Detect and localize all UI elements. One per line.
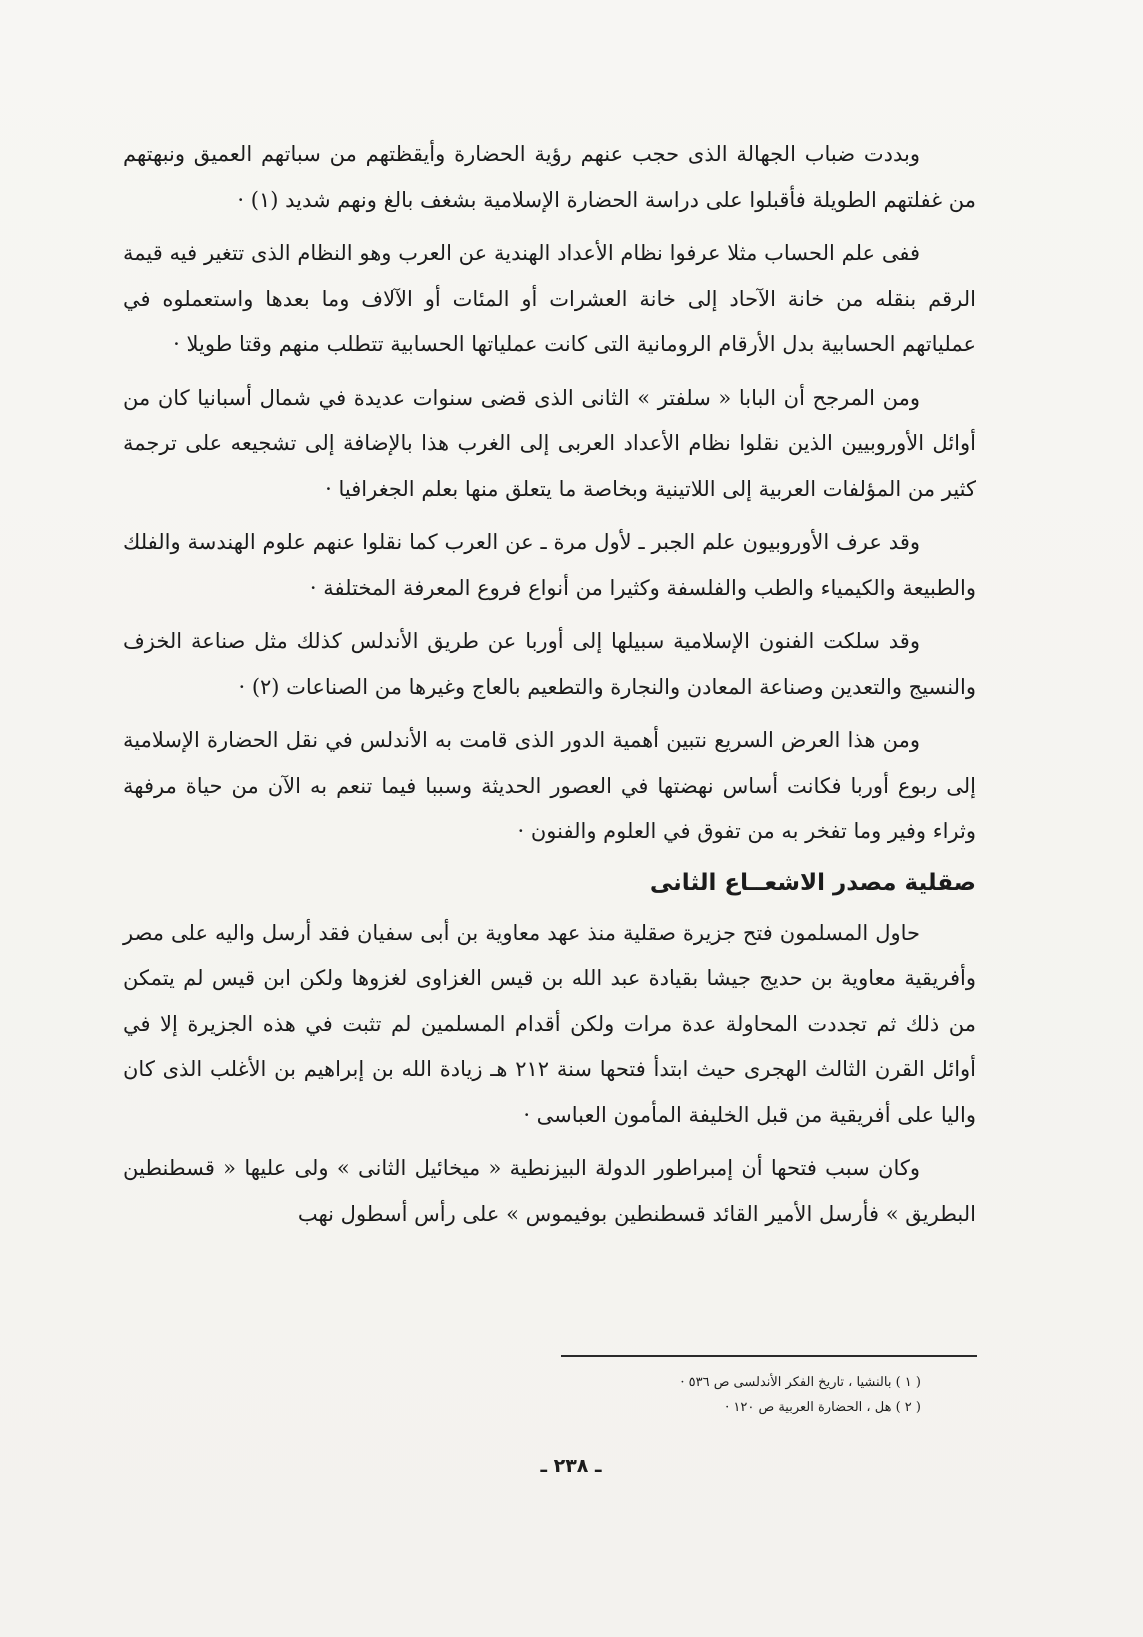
paragraph: وقد سلكت الفنون الإسلامية سبيلها إلى أوربا عن طريق الأندلس كذلك مثل صناعة الخزف والنسيج والتعدين وصناعة المعادن والنجارة والتطعيم بالعاج وغيرها من الصناعات (٢) ·: [123, 629, 976, 699]
footnote-divider: [561, 1355, 977, 1357]
paragraph: وكان سبب فتحها أن إمبراطور الدولة البيزنطية « ميخائيل الثانى » ولى عليها « قسطنطين البطريق » فأرسل الأمير القائد قسطنطين بوفيموس » على رأس أسطول نهب: [123, 1156, 976, 1226]
footnote: ( ١ ) بالنشيا ، تاريخ الفكر الأندلسى ص ٥٣٦ ·: [680, 1375, 921, 1390]
paragraph: ومن المرجح أن البابا « سلفتر » الثانى الذى قضى سنوات عديدة في شمال أسبانيا كان من أوائل الأوروبيين الذين نقلوا نظام الأعداد العربى إلى الغرب هذا بالإضافة إلى تشجيعه على ترجمة كثير من المؤلفات العربية إلى اللاتينية وبخاصة ما يتعلق منها بعلم الجغرافيا ·: [123, 385, 976, 501]
paragraph: ففى علم الحساب مثلا عرفوا نظام الأعداد الهندية عن العرب وهو النظام الذى تتغير فيه قيمة الرقم بنقله من خانة الآحاد إلى خانة العشرات أو المئات أو الآلاف وما بعدها واستعملوه في عملياتهم الحسابية بدل الأرقام الرومانية التى كانت عملياتها الحسابية تتطلب منهم وقتا طويلا ·: [123, 241, 976, 356]
paragraph: حاول المسلمون فتح جزيرة صقلية منذ عهد معاوية بن أبى سفيان فقد أرسل واليه على مصر وأفريقية معاوية بن حديج جيشا بقيادة عبد الله بن قيس الغزاوى لغزوها ولكن ابن قيس لم يتمكن من ذلك ثم تجددت المحاولة عدة مرات ولكن أقدام المسلمين لم تثبت في هذه الجزيرة إلا في أوائل القرن الثالث الهجرى حيث ابتدأ فتحها سنة ٢١٢ هـ زيادة الله بن إبراهيم بن الأغلب الذى كان واليا على أفريقية من قبل الخليفة المأمون العباسى ·: [123, 920, 976, 1127]
paragraph: وقد عرف الأوروبيون علم الجبر ـ لأول مرة ـ عن العرب كما نقلوا عنهم علوم الهندسة والفلك والطبيعة والكيمياء والطب والفلسفة وكثيرا من أنواع فروع المعرفة المختلفة ·: [123, 530, 976, 600]
paragraph: وبددت ضباب الجهالة الذى حجب عنهم رؤية الحضارة وأيقظتهم من سباتهم العميق ونبهتهم من غفلتهم الطويلة فأقبلوا على دراسة الحضارة الإسلامية بشغف بالغ ونهم شديد (١) ·: [123, 142, 976, 212]
footnotes: [561, 1370, 921, 1420]
section-heading: صقلية مصدر الاشعــاع الثانى: [649, 869, 976, 896]
page-number: ـ ٢٣٨ ـ: [540, 1455, 602, 1477]
footnote: ( ٢ ) هل ، الحضارة العربية ص ١٢٠ ·: [725, 1400, 921, 1415]
page-body: [123, 132, 976, 1245]
paragraph: ومن هذا العرض السريع نتبين أهمية الدور الذى قامت به الأندلس في نقل الحضارة الإسلامية إلى ربوع أوربا فكانت أساس نهضتها في العصور الحديثة وسببا فيما تنعم به الآن من حياة مرفهة وثراء وفير وما تفخر به من تفوق في العلوم والفنون ·: [123, 728, 976, 843]
